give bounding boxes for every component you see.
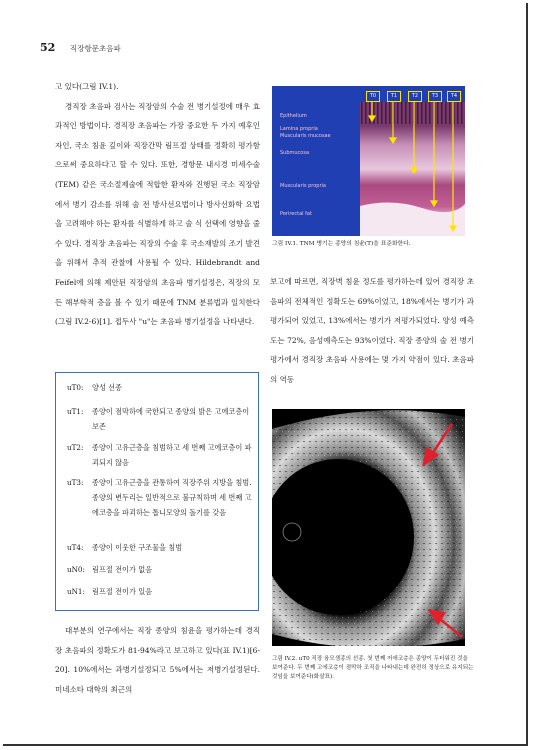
paragraph: 보고에 따르면, 직장벽 침윤 정도를 평가하는데 있어 경직장 초음파의 전체적인 정확도는 69%이었고, 18%에서는 병기가 과평가되어 있었고, 13%에서는 병기가 저평가되었다. 양성 예측도는 72%, 음성예측도는 93%이었다. 직장 종양의 술 전 병기평가에서 경직장 초음파 사용에는 몇 가지 약점이 있다. 초음파의 역동 — [270, 277, 474, 384]
staging-item — [67, 405, 253, 435]
stage-desc: 종양이 고유근층을 침범하고 세 번째 고에코층이 파괴되지 않음 — [92, 443, 252, 467]
stage-code: uN1: — [67, 587, 85, 596]
stage-code: uT3: — [67, 478, 84, 487]
figure-caption: 그림 IV.2. uT0 직장 융모샘종의 선종. 첫 번째 저에코층은 종양이 두터워진 것을 보여준다. 두 번째 고에코층이 점막하 조직을 나타내는데 완전히 정상으로 유지되는 것임을 보여준다(화살표). — [272, 656, 474, 680]
figure-caption: 그림 IV.1. TNM 병기는 종양의 침윤(T)을 표준화한다. — [272, 241, 411, 247]
stage-desc: 양성 선종 — [92, 383, 123, 392]
staging-item — [67, 381, 253, 396]
staging-item — [67, 441, 253, 471]
t-stage-label: T1 — [390, 93, 398, 99]
staging-box — [55, 372, 259, 611]
paragraph: 경직장 초음파 검사는 직장암의 수술 전 병기설정에 매우 효과적인 방법이다. 경직장 초음파는 가장 중요한 두 가지 예후인자인, 국소 침윤 깊이와 직장간막 림프절 상태를 정확히 평가함으로써 중요하다고 할 수 있다. 또한, 경항문 내시경 미세수술(TEM) 같은 국소절제술에 적합한 환자와 진행된 국소 직장암에서 병기 감소를 위해 술 전 방사선요법이나 방사선화학 요법을 고려해야 하는 환자를 식별하게 하고 술 식 선택에 영향을 줄 수 있다. 경직장 초음파는 직장의 수술 후 국소재발의 조기 발견을 위해서 추적 관찰에 사용될 수 있다. Hildebrandt and Feifel에 의해 제안된 직장암의 초음파 병기설정은, 직장의 모든 해부학적 층을 볼 수 있기 때문에 TNM 분류법과 일치한다(그림 IV.2-6)[1]. 접두사 "u"는 초음파 병기설정을 나타낸다. — [55, 101, 260, 327]
stage-code: uT1: — [67, 407, 84, 416]
left-column-text — [55, 77, 260, 332]
stage-desc: 종양이 고유근층을 관통하여 직장주위 지방을 침범. 종양의 변두리는 일반적으로 불규칙하며 세 번째 고에코층을 파괴하는 톱니모양의 돌기를 갖음 — [92, 478, 252, 517]
stage-desc: 종양이 점막하에 국한되고 종양의 밝은 고에코층이 보존 — [92, 407, 250, 431]
histology-figure — [272, 86, 465, 236]
paragraph: 고 있다(그림 IV.1). — [55, 82, 119, 91]
stage-desc: 종양이 이웃한 구조물을 침범 — [92, 543, 183, 552]
layer-label: Muscularis mucosae — [280, 133, 331, 139]
stage-arrows — [272, 86, 465, 236]
staging-item — [67, 541, 253, 556]
page-number: 52 — [40, 41, 56, 54]
stage-code: uT2: — [67, 443, 84, 452]
layer-label: Lamina propria — [280, 126, 318, 132]
right-column-text — [270, 272, 474, 390]
left-column-text-2 — [55, 621, 260, 699]
t-stage-label: T3 — [431, 93, 439, 99]
layer-label: Perirectal fat — [280, 211, 312, 217]
staging-item — [67, 563, 253, 578]
running-title: 직장항문초음파 — [70, 44, 121, 53]
t-stage-label: T4 — [450, 93, 458, 99]
t-stage-label: T2 — [411, 93, 419, 99]
stage-desc: 림프절 전이가 있음 — [92, 587, 153, 596]
stage-code: uN0: — [67, 565, 85, 574]
staging-item — [67, 476, 253, 520]
ultrasound-figure — [272, 409, 465, 646]
layer-label: Muscularis propria — [280, 183, 326, 189]
layer-label: Submucosa — [280, 150, 310, 156]
t-stage-label: T0 — [369, 93, 377, 99]
layer-label: Epithelium — [280, 113, 307, 119]
staging-item — [67, 585, 253, 600]
paragraph: 대부분의 연구에서는 직장 종양의 침윤을 평가하는데 경직장 초음파의 정확도가 81-94%라고 보고하고 있다(표 IV.1)[6-20]. 10%에서는 과병기설정되고 5%에서는 저병기설정된다. 미네소타 대학의 최근의 — [55, 626, 260, 694]
ultrasound-svg — [272, 409, 465, 646]
stage-code: uT4: — [67, 543, 84, 552]
stage-code: uT0: — [67, 383, 84, 392]
stage-desc: 림프절 전이가 없음 — [92, 565, 153, 574]
